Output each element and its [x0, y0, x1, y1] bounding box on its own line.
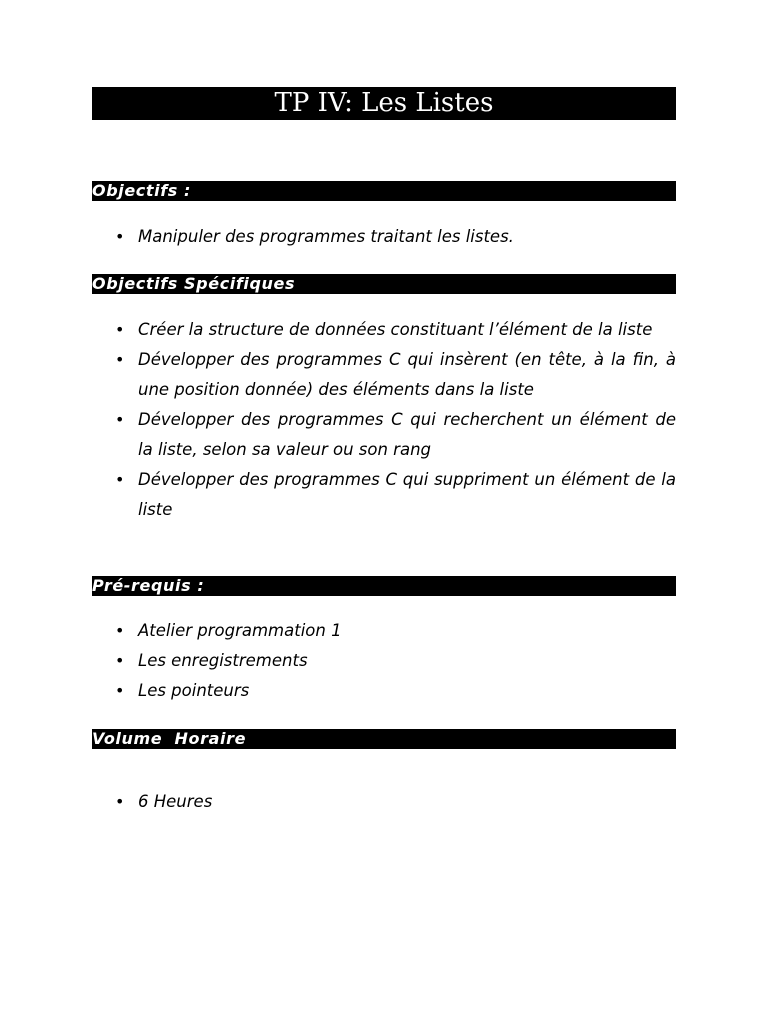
list-item: [92, 676, 676, 706]
section-heading-pre-requis: Pré-requis :: [92, 576, 676, 596]
list-item-text: Développer des programmes C qui insèrent (en tête, à la fin, à une position donnée) des éléments dans la liste: [138, 350, 676, 399]
list-item-text: Créer la structure de données constituant l’élément de la liste: [138, 320, 653, 339]
list-item: [92, 787, 676, 817]
list-item-text: Développer des programmes C qui recherchent un élément de la liste, selon sa valeur ou son rang: [138, 410, 676, 459]
bullet-icon: •: [115, 681, 125, 700]
bullet-icon: •: [115, 227, 125, 246]
list-item: [92, 222, 676, 252]
list-item: [92, 315, 676, 345]
bullet-icon: •: [115, 621, 125, 640]
bullet-list-volume-horaire: [92, 787, 676, 817]
bullet-list-pre-requis: [92, 616, 676, 706]
bullet-icon: •: [115, 410, 125, 429]
bullet-icon: •: [115, 651, 125, 670]
document-title: TP IV: Les Listes: [92, 87, 676, 120]
section-heading-objectifs-specifiques: Objectifs Spécifiques: [92, 274, 676, 294]
list-item: [92, 646, 676, 676]
list-item: [92, 465, 676, 525]
bullet-icon: •: [115, 320, 125, 339]
section-heading-objectifs: Objectifs :: [92, 181, 676, 201]
list-item-text: 6 Heures: [138, 792, 213, 811]
bullet-list-objectifs-specifiques: [92, 315, 676, 525]
list-item-text: Développer des programmes C qui suppriment un élément de la liste: [138, 470, 676, 519]
list-item-text: Les pointeurs: [138, 681, 250, 700]
list-item-text: Atelier programmation 1: [138, 621, 342, 640]
list-item: [92, 345, 676, 405]
bullet-icon: •: [115, 470, 125, 489]
bullet-icon: •: [115, 792, 125, 811]
bullet-icon: •: [115, 350, 125, 369]
list-item-text: Manipuler des programmes traitant les listes.: [138, 227, 514, 246]
list-item: [92, 616, 676, 646]
list-item: [92, 405, 676, 465]
bullet-list-objectifs: [92, 222, 676, 252]
section-heading-volume-horaire: Volume Horaire: [92, 729, 676, 749]
list-item-text: Les enregistrements: [138, 651, 308, 670]
